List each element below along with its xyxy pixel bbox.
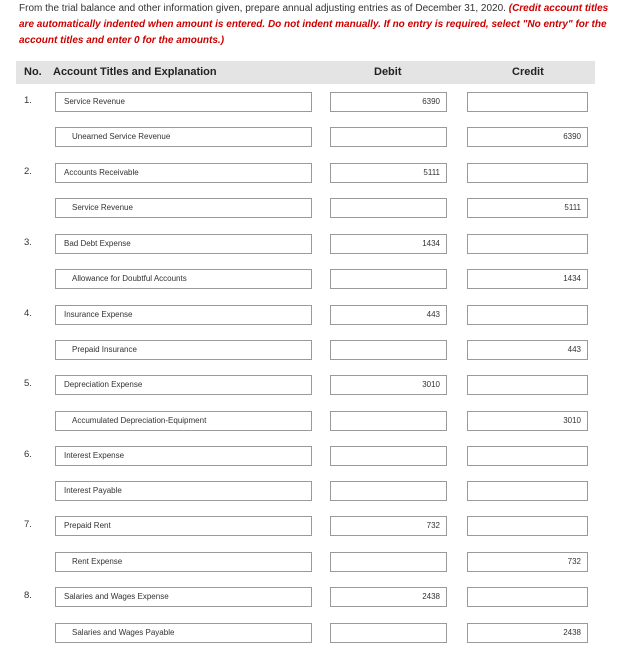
- account-title-field[interactable]: Service Revenue: [55, 198, 312, 218]
- header-debit: Debit: [374, 66, 402, 78]
- journal-row: [0, 446, 617, 468]
- debit-field[interactable]: [330, 269, 447, 289]
- credit-field[interactable]: 1434: [467, 269, 588, 289]
- credit-field[interactable]: [467, 446, 588, 466]
- journal-row: [0, 92, 617, 114]
- instructions: [19, 1, 609, 49]
- account-title-field[interactable]: Rent Expense: [55, 552, 312, 572]
- instructions-text: From the trial balance and other information given, prepare annual adjusting entries as of December 31, 2020.: [19, 3, 506, 14]
- entry-number: 6.: [24, 449, 32, 460]
- debit-field[interactable]: [330, 552, 447, 572]
- account-title-field[interactable]: Prepaid Insurance: [55, 340, 312, 360]
- header-no: No.: [24, 66, 42, 78]
- credit-field[interactable]: [467, 305, 588, 325]
- account-title-field[interactable]: Unearned Service Revenue: [55, 127, 312, 147]
- journal-row: [0, 411, 617, 433]
- debit-field[interactable]: [330, 127, 447, 147]
- credit-field[interactable]: [467, 163, 588, 183]
- debit-field[interactable]: 1434: [330, 234, 447, 254]
- debit-field[interactable]: [330, 340, 447, 360]
- debit-field[interactable]: 732: [330, 516, 447, 536]
- entry-number: 7.: [24, 519, 32, 530]
- account-title-field[interactable]: Accounts Receivable: [55, 163, 312, 183]
- journal-row: [0, 127, 617, 149]
- credit-field[interactable]: 2438: [467, 623, 588, 643]
- journal-row: [0, 234, 617, 256]
- journal-row: [0, 375, 617, 397]
- journal-row: [0, 305, 617, 327]
- debit-field[interactable]: [330, 198, 447, 218]
- credit-field[interactable]: [467, 481, 588, 501]
- debit-field[interactable]: [330, 623, 447, 643]
- journal-row: [0, 163, 617, 185]
- account-title-field[interactable]: Interest Expense: [55, 446, 312, 466]
- account-title-field[interactable]: Depreciation Expense: [55, 375, 312, 395]
- debit-field[interactable]: [330, 446, 447, 466]
- credit-field[interactable]: 3010: [467, 411, 588, 431]
- debit-field[interactable]: 443: [330, 305, 447, 325]
- credit-field[interactable]: 732: [467, 552, 588, 572]
- account-title-field[interactable]: Salaries and Wages Expense: [55, 587, 312, 607]
- journal-row: [0, 516, 617, 538]
- account-title-field[interactable]: Salaries and Wages Payable: [55, 623, 312, 643]
- journal-row: [0, 623, 617, 645]
- debit-field[interactable]: 6390: [330, 92, 447, 112]
- debit-field[interactable]: [330, 481, 447, 501]
- header-credit: Credit: [512, 66, 544, 78]
- instructions-note: (Credit account titles are automatically indented when amount is entered. Do not indent manually. If no entry is required, select "No entry" for the account titles and enter 0 for the amounts.): [19, 3, 609, 46]
- debit-field[interactable]: 2438: [330, 587, 447, 607]
- journal-row: [0, 269, 617, 291]
- journal-row: [0, 340, 617, 362]
- entry-number: 2.: [24, 166, 32, 177]
- credit-field[interactable]: [467, 516, 588, 536]
- account-title-field[interactable]: Bad Debt Expense: [55, 234, 312, 254]
- credit-field[interactable]: [467, 92, 588, 112]
- debit-field[interactable]: [330, 411, 447, 431]
- credit-field[interactable]: [467, 375, 588, 395]
- debit-field[interactable]: 3010: [330, 375, 447, 395]
- journal-row: [0, 198, 617, 220]
- credit-field[interactable]: 443: [467, 340, 588, 360]
- account-title-field[interactable]: Allowance for Doubtful Accounts: [55, 269, 312, 289]
- account-title-field[interactable]: Service Revenue: [55, 92, 312, 112]
- account-title-field[interactable]: Prepaid Rent: [55, 516, 312, 536]
- table-header: [16, 61, 595, 84]
- journal-row: [0, 481, 617, 503]
- credit-field[interactable]: 5111: [467, 198, 588, 218]
- header-account: Account Titles and Explanation: [53, 66, 217, 78]
- credit-field[interactable]: 6390: [467, 127, 588, 147]
- account-title-field[interactable]: Insurance Expense: [55, 305, 312, 325]
- entry-number: 5.: [24, 378, 32, 389]
- journal-row: [0, 552, 617, 574]
- credit-field[interactable]: [467, 587, 588, 607]
- entry-number: 3.: [24, 237, 32, 248]
- account-title-field[interactable]: Interest Payable: [55, 481, 312, 501]
- credit-field[interactable]: [467, 234, 588, 254]
- entry-number: 1.: [24, 95, 32, 106]
- journal-row: [0, 587, 617, 609]
- entry-number: 8.: [24, 590, 32, 601]
- account-title-field[interactable]: Accumulated Depreciation-Equipment: [55, 411, 312, 431]
- entry-number: 4.: [24, 308, 32, 319]
- debit-field[interactable]: 5111: [330, 163, 447, 183]
